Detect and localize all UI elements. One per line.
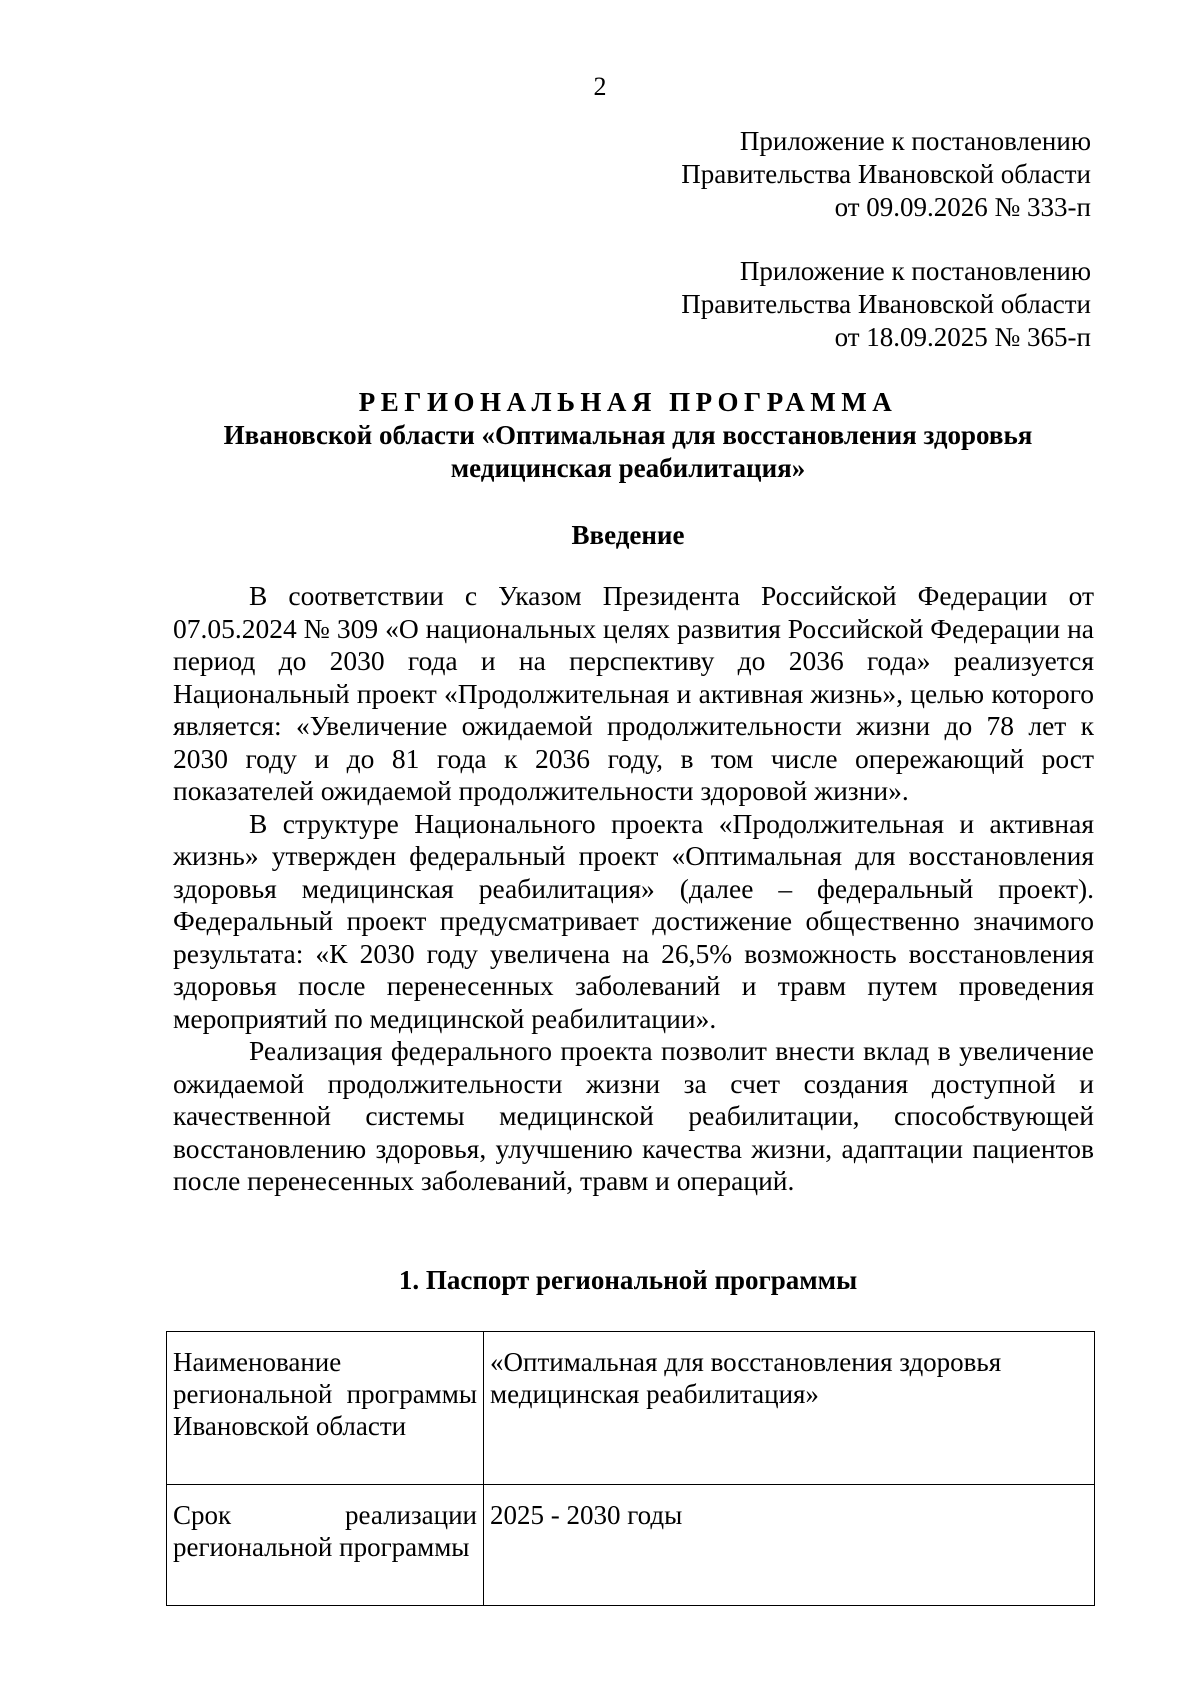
intro-heading: Введение bbox=[571, 520, 685, 550]
approval-line: Правительства Ивановской области bbox=[681, 289, 1091, 319]
title-line-name: Ивановской области «Оптимальная для восстановления здоровья bbox=[223, 420, 1033, 450]
section-heading-passport: 1. Паспорт региональной программы bbox=[398, 1265, 858, 1295]
page-number: 2 bbox=[593, 72, 607, 101]
intro-body bbox=[173, 580, 1094, 1198]
title-line-program: РЕГИОНАЛЬНАЯ ПРОГРАММА bbox=[358, 387, 898, 417]
passport-table bbox=[166, 1331, 1095, 1606]
table-row bbox=[167, 1332, 1095, 1485]
table-cell-value: «Оптимальная для восстановления здоровья медицинская реабилитация» bbox=[484, 1332, 1095, 1485]
paragraph: В структуре Национального проекта «Продолжительная и активная жизнь» утвержден федеральный проект «Оптимальная для восстановления здоровья медицинская реабилитация» (далее – федеральный проект). Федеральный проект предусматривает достижение общественно значимого результата: «К 2030 году увеличена на 26,5% возможность восстановления здоровья после перенесенных заболеваний и травм путем проведения мероприятий по медицинской реабилитации». bbox=[173, 807, 1094, 1034]
title-line-name-cont: медицинская реабилитация» bbox=[450, 453, 806, 483]
document-title bbox=[160, 386, 1096, 485]
paragraph: В соответствии с Указом Президента Российской Федерации от 07.05.2024 № 309 «О национальных целях развития Российской Федерации на период до 2030 года и на перспективу до 2036 года» реализуется Национальный проект «Продолжительная и активная жизнь», целью которого является: «Увеличение ожидаемой продолжительности жизни до 78 лет к 2030 году и до 81 года к 2036 году, в том числе опережающий рост показателей ожидаемой продолжительности здоровой жизни». bbox=[173, 580, 1094, 806]
approval-date: от 18.09.2025 № 365-п bbox=[834, 322, 1091, 352]
table-cell-label: Наименование региональной программы Ивановской области bbox=[167, 1332, 484, 1485]
approval-stamp-current bbox=[681, 125, 1091, 224]
table-cell-value: 2025 - 2030 годы bbox=[484, 1485, 1095, 1606]
table-cell-label: Срок реализации региональной программы bbox=[167, 1485, 484, 1606]
paragraph: Реализация федерального проекта позволит внести вклад в увеличение ожидаемой продолжительности жизни за счет создания доступной и качественной системы медицинской реабилитации, способствующей восстановлению здоровья, улучшению качества жизни, адаптации пациентов после перенесенных заболеваний, травм и операций. bbox=[173, 1035, 1094, 1196]
approval-line: Правительства Ивановской области bbox=[681, 159, 1091, 189]
approval-line: Приложение к постановлению bbox=[739, 256, 1091, 286]
approval-date: от 09.09.2026 № 333-п bbox=[834, 192, 1091, 222]
approval-stamp-original bbox=[681, 255, 1091, 354]
approval-line: Приложение к постановлению bbox=[739, 126, 1091, 156]
table-row bbox=[167, 1485, 1095, 1606]
